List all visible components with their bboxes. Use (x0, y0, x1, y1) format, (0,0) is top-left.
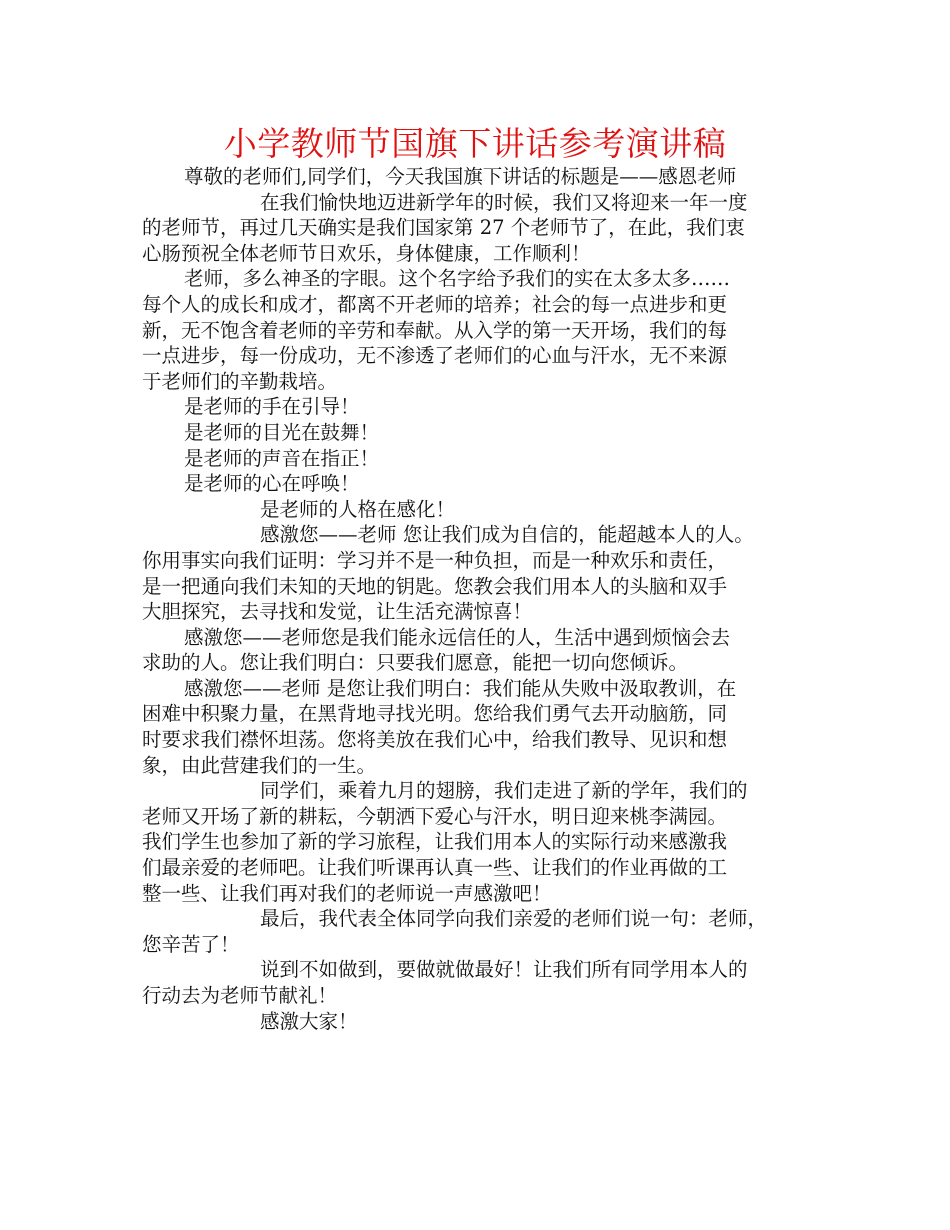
text-line: 感激您——老师 您让我们成为自信的，能超越本人的人。 (260, 523, 754, 547)
text-line: 感激大家！ (260, 1009, 358, 1033)
text-line: 是老师的人格在感化！ (260, 497, 456, 521)
text-line: 新，无不饱含着老师的辛劳和奉献。从入学的第一天开场，我们的每 (142, 318, 728, 342)
text-line: 您辛苦了！ (142, 932, 240, 956)
text-line: 的老师节，再过几天确实是我们国家第 27 个老师节了，在此，我们衷 (142, 216, 745, 240)
text-line: 困难中积聚力量，在黑背地寻找光明。您给我们勇气去开动脑筋，同 (142, 702, 728, 726)
text-line: 尊敬的老师们,同学们，今天我国旗下讲话的标题是——感恩老师 (184, 165, 737, 188)
text-line: 是一把通向我们未知的天地的钥匙。您教会我们用本人的头脑和双手 (142, 574, 728, 598)
text-line: 是老师的心在呼唤！ (184, 472, 360, 496)
text-line: 老师，多么神圣的字眼。这个名字给予我们的实在太多太多…… (184, 267, 731, 291)
text-line: 于老师们的辛勤栽培。 (142, 369, 338, 393)
text-line: 象，由此营建我们的一生。 (142, 753, 377, 777)
text-line: 同学们，乘着九月的翅膀，我们走进了新的学年，我们的 (260, 779, 748, 803)
text-line: 时要求我们襟怀坦荡。您将美放在我们心中，给我们教导、见识和想 (142, 728, 728, 752)
document-title: 小学教师节国旗下讲话参考演讲稿 (223, 124, 727, 163)
document-body (142, 164, 832, 1034)
text-line: 感激您——老师 是您让我们明白：我们能从失败中汲取教训，在 (184, 676, 737, 700)
text-line: 说到不如做到，要做就做最好！让我们所有同学用本人的 (260, 958, 748, 982)
text-line: 大胆探究，去寻找和发觉，让生活充满惊喜！ (142, 600, 533, 624)
text-line: 们最亲爱的老师吧。让我们听课再认真一些、让我们的作业再做的工 (142, 856, 728, 880)
text-line: 每个人的成长和成才，都离不开老师的培养；社会的每一点进步和更 (142, 292, 728, 316)
text-line: 求助的人。您让我们明白：只要我们愿意，能把一切向您倾诉。 (142, 651, 689, 675)
text-line: 是老师的手在引导！ (184, 395, 360, 419)
text-line: 你用事实向我们证明：学习并不是一种负担，而是一种欢乐和责任， (142, 548, 728, 572)
text-line: 是老师的声音在指正！ (184, 446, 380, 470)
text-line: 我们学生也参加了新的学习旅程，让我们用本人的实际行动来感激我 (142, 830, 728, 854)
text-line: 是老师的目光在鼓舞！ (184, 420, 380, 444)
text-line: 感激您——老师您是我们能永远信任的人，生活中遇到烦恼会去 (184, 625, 731, 649)
text-line: 一点进步，每一份成功，无不渗透了老师们的心血与汗水，无不来源 (142, 344, 728, 368)
text-line: 老师又开场了新的耕耘，今朝洒下爱心与汗水，明日迎来桃李满园。 (142, 804, 728, 828)
text-line: 最后，我代表全体同学向我们亲爱的老师们说一句：老师， (260, 907, 768, 931)
text-line: 行动去为老师节献礼！ (142, 984, 338, 1007)
text-line: 整一些、让我们再对我们的老师说一声感激吧！ (142, 881, 552, 905)
text-line: 心肠预祝全体老师节日欢乐，身体健康，工作顺利！ (142, 241, 591, 265)
text-line: 在我们愉快地迈进新学年的时候，我们又将迎来一年一度 (260, 190, 748, 214)
